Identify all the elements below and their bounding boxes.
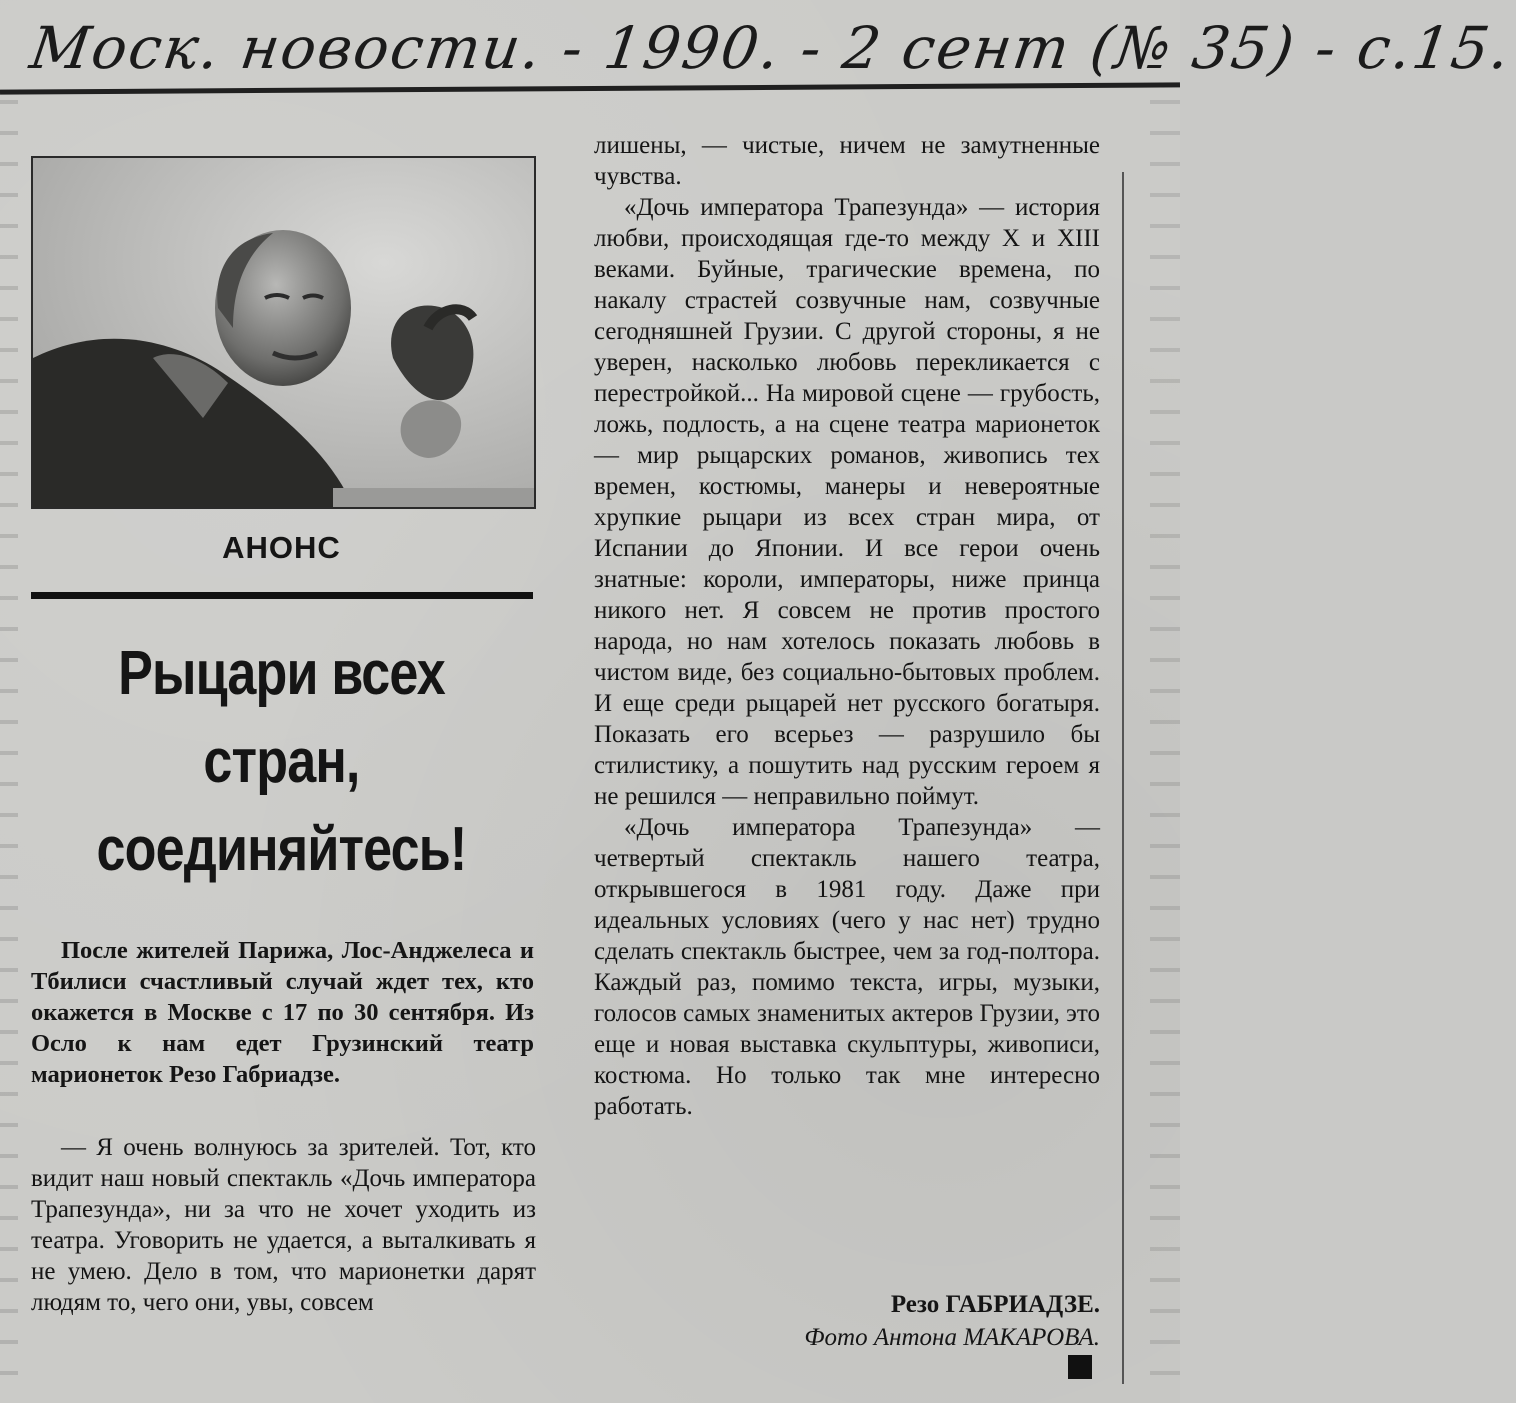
- adjacent-column-bleed-right: [1150, 100, 1180, 1390]
- headline-line: Рыцари всех: [118, 639, 445, 708]
- body-paragraph: «Дочь императора Трапезунда» — история любви, происходящая где-то между X и XIII веками. Буйные, трагические времена, по накалу страстей созвучные нам, созвучные сегодняшней Грузии. С другой стороны, я не уверен, насколько любовь перекликается с перестройкой... На мировой сцене — грубость, ложь, подлость, а на сцене театра марионеток — мир рыцарских романов, живопись тех времен, костюмы, манеры и невероятные хрупкие рыцари из всех стран мира, от Испании до Японии. И все герои очень знатные: короли, императоры, ниже принца никого нет. Я совсем не против простого народа, но нам хотелось показать любовь в чистом виде, без социально-бытовых проблем. И еще среди рыцарей нет русского богатыря. Показать его всерьез — разрушило бы стилистику, а пошутить над русским героем я не решился — неправильно поймут.: [594, 194, 1100, 810]
- section-label: АНОНС: [222, 530, 341, 565]
- headline: [71, 630, 492, 894]
- handwritten-citation: Моск. новости. - 1990. - 2 сент (№ 35) - с.15.: [26, 14, 1516, 82]
- body-paragraph: — Я очень волнуюсь за зрителей. Тот, кто видит наш новый спектакль «Дочь императора Трапезунда», ни за что не хочет уходить из театра. Уговорить не удается, а выталкивать я не умею. Дело в том, что марионетки дарят людям то, чего они, увы, совсем: [31, 1134, 536, 1316]
- article-body-left: [31, 1132, 536, 1318]
- author-byline: Резо ГАБРИАДЗЕ.: [890, 1291, 1100, 1318]
- body-paragraph: «Дочь императора Трапезунда» — четвертый спектакль нашего театра, открывшегося в 1981 году. Даже при идеальных условиях (чего у нас нет) трудно сделать спектакль быстрее, чем за год-полтора. Каждый раз, помимо текста, игры, музыки, голосов самых знаменитых актеров Грузии, это еще и новая выставка скульптуры, живописи, костюма. Но только так мне интересно работать.: [594, 814, 1100, 1120]
- column-divider: [1122, 172, 1124, 1384]
- adjacent-column-bleed-left: [0, 100, 18, 1390]
- article-body-right: [594, 130, 1100, 1122]
- body-paragraph-continued: лишены, — чистые, ничем не замутненные чувства.: [594, 132, 1100, 190]
- photo-credit: Фото Антона МАКАРОВА.: [804, 1324, 1100, 1351]
- headline-line: стран,: [203, 727, 360, 796]
- lead-text: После жителей Парижа, Лос-Анджелеса и Тбилиси счастливый случай ждет тех, кто окажется в Москве с 17 по 30 сентября. Из Осло к нам едет Грузинский театр марионеток Резо Габриадзе.: [31, 937, 534, 1088]
- headline-line: соединяйтесь!: [96, 815, 467, 884]
- lead-paragraph: [31, 935, 534, 1090]
- author-photo: [31, 156, 536, 509]
- section-rule: [31, 592, 533, 599]
- end-of-article-mark: [1068, 1355, 1092, 1379]
